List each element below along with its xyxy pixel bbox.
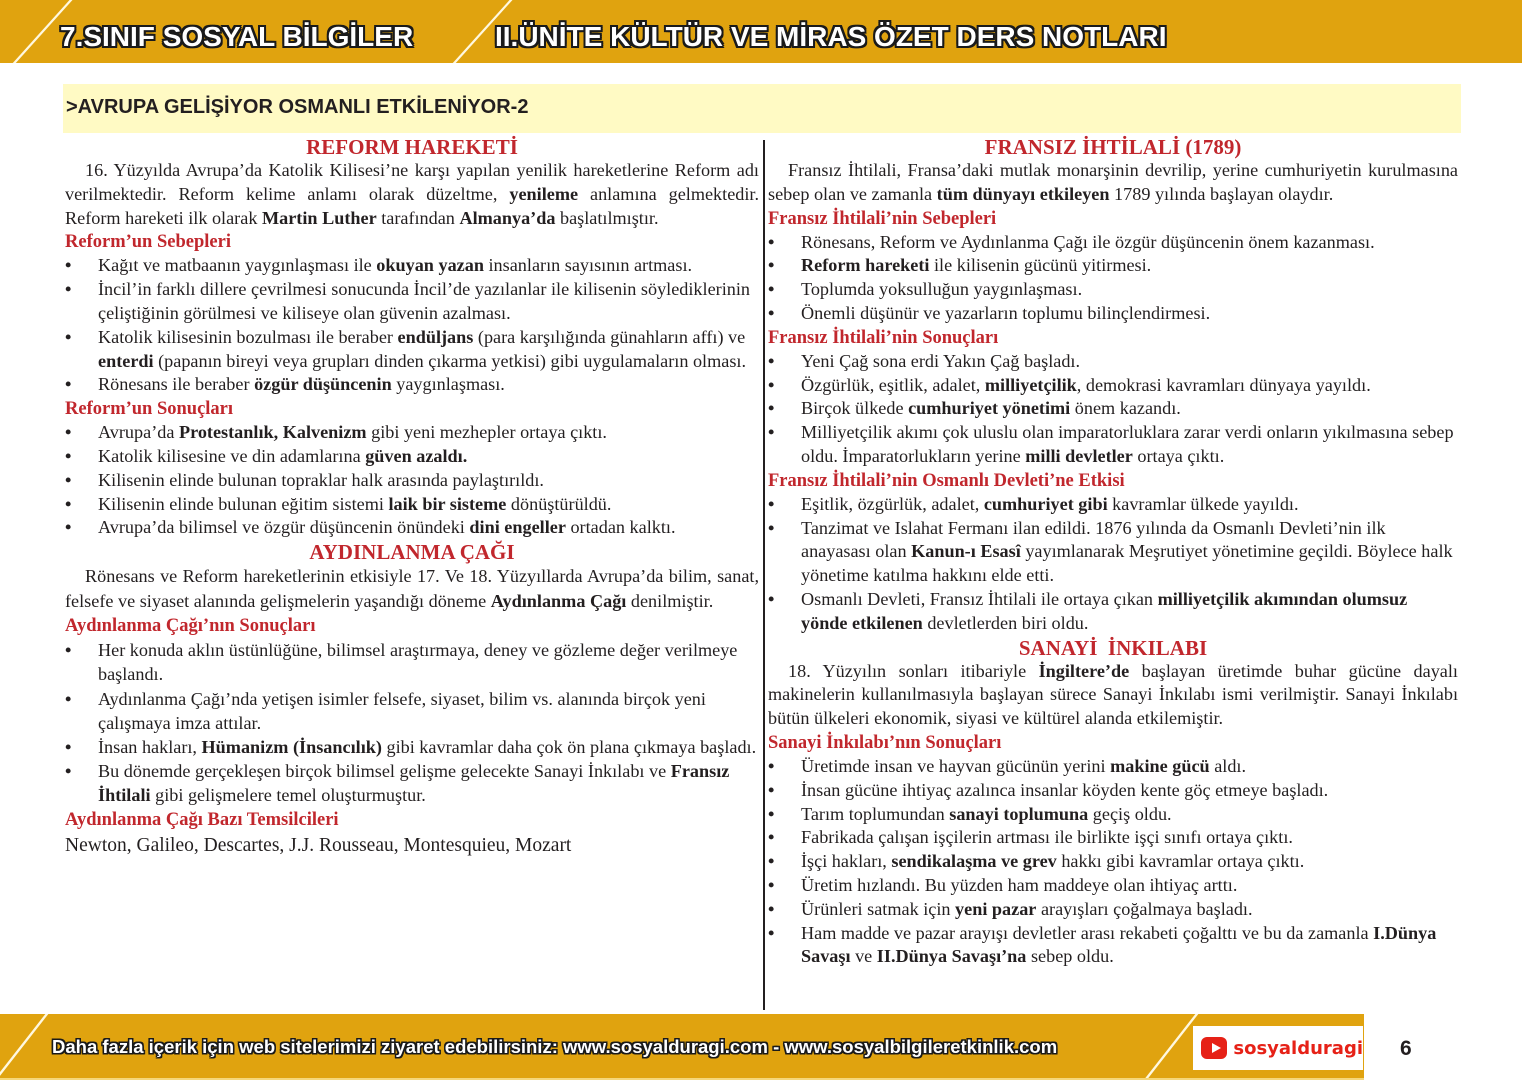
list-item: • Üretimde insan ve hayvan gücünün yerini makine gücü aldı. bbox=[768, 755, 1458, 779]
enlightenment-results-heading: Aydınlanma Çağı’nın Sonuçları bbox=[65, 616, 316, 637]
bold-term: Fransız İhtilali bbox=[98, 761, 730, 806]
list-item: • Birçok ülkede cumhuriyet yönetimi önem kazandı. bbox=[768, 397, 1458, 421]
bold-term: Reform hareketi bbox=[801, 255, 930, 276]
list-item: • Milliyetçilik akımı çok uluslu olan imparatorluklara zarar verdi onların yıkılmasına sebep oldu. İmparatorlukların yerine milli devletler ortaya çıktı. bbox=[768, 421, 1458, 469]
list-item: • Ham madde ve pazar arayışı devletler arası rekabeti çoğalttı ve bu da zamanla I.Dünya Savaşı ve II.Dünya Savaşı’na sebep oldu. bbox=[768, 922, 1458, 970]
header-band bbox=[0, 0, 1522, 63]
bold-term: sanayi toplumuna bbox=[949, 803, 1089, 824]
bold-term: cumhuriyet yönetimi bbox=[908, 398, 1071, 419]
bold-term: tüm dünyayı etkileyen bbox=[936, 183, 1110, 204]
bold-term: yeni pazar bbox=[955, 898, 1037, 919]
list-item: • İnsan gücüne ihtiyaç azalınca insanlar köyden kente göç etmeye başladı. bbox=[768, 779, 1458, 803]
industrial-revolution-heading: SANAYİ İNKILABI bbox=[1018, 635, 1208, 660]
page-number: 6 bbox=[1400, 1037, 1412, 1060]
bold-term: milli devletler bbox=[1025, 445, 1133, 466]
industrial-results-list bbox=[768, 755, 1458, 969]
list-item: • Avrupa’da Protestanlık, Kalvenizm gibi yeni mezhepler ortaya çıktı. bbox=[65, 421, 759, 445]
enlightenment-reps: Newton, Galileo, Descartes, J.J. Rousseau, Montesquieu, Mozart bbox=[65, 834, 572, 856]
bold-term: Almanya’da bbox=[459, 207, 556, 228]
list-item: • Avrupa’da bilimsel ve özgür düşüncenin önündeki dini engeller ortadan kalktı. bbox=[65, 516, 759, 540]
bold-term: cumhuriyet gibi bbox=[983, 493, 1108, 514]
enlightenment-intro: Rönesans ve Reform hareketlerinin etkisiyle 17. Ve 18. Yüzyıllarda Avrupa’da bilim, sanat, felsefe ve siyaset alanında gelişmelerin yaşandığı döneme Aydınlanma Çağı denilmiştir. bbox=[65, 566, 759, 612]
list-item: • Rönesans ile beraber özgür düşüncenin yaygınlaşması. bbox=[65, 373, 759, 397]
reform-heading: REFORM HAREKETİ bbox=[306, 135, 518, 159]
french-revolution-intro: Fransız İhtilali, Fransa’daki mutlak monarşinin devrilip, yerine cumhuriyetin kurulmasına sebep olan ve zamanla tüm dünyayı etkileyen 1789 yılında başlayan olaydır. bbox=[768, 160, 1458, 204]
list-item: • Aydınlanma Çağı’nda yetişen isimler felsefe, siyaset, bilim vs. alanında birçok yeni çalışmaya imza attılar. bbox=[65, 687, 759, 735]
bold-term: yenileme bbox=[509, 183, 579, 204]
youtube-play-icon bbox=[1201, 1037, 1227, 1059]
french-causes-list bbox=[768, 231, 1458, 326]
section-banner bbox=[63, 84, 1461, 133]
bold-term: II.Dünya Savaşı’na bbox=[876, 946, 1027, 967]
bold-term: dini engeller bbox=[469, 517, 566, 538]
list-item: • Osmanlı Devleti, Fransız İhtilali ile ortaya çıkan milliyetçilik akımından olumsuz yönde etkilenen devletlerden biri oldu. bbox=[768, 588, 1458, 636]
list-item: • Katolik kilisesinin bozulması ile beraber endüljans (para karşılığında günahların affı) ve enterdi (papanın bireyi veya grupları dinden çıkarma yetkisi) gibi uygulamaların olması. bbox=[65, 326, 759, 374]
bold-term: Martin Luther bbox=[261, 207, 377, 228]
list-item: • İncil’in farklı dillere çevrilmesi sonucunda İncil’de yazılanlar ile kilisenin söylediklerinin çeliştiğinin görülmesi ve kiliseye olan güvenin azalması. bbox=[65, 278, 759, 326]
bold-term: özgür düşüncenin bbox=[254, 374, 392, 395]
list-item: • İşçi hakları, sendikalaşma ve grev hakkı gibi kavramlar ortaya çıktı. bbox=[768, 850, 1458, 874]
french-ottoman-list bbox=[768, 493, 1458, 636]
bold-term: milliyetçilik akımından olumsuz yönde etkilenen bbox=[801, 588, 1408, 633]
list-item: • Eşitlik, özgürlük, adalet, cumhuriyet gibi kavramlar ülkede yayıldı. bbox=[768, 493, 1458, 517]
list-item: • Tanzimat ve Islahat Fermanı ilan edildi. 1876 yılında da Osmanlı Devleti’nin ilk anayasası olan Kanun-ı Esasî yayımlanarak Meşrutiyet yönetimine geçildi. Böylece halk yönetime katılma hakkını elde etti. bbox=[768, 517, 1458, 588]
column-divider bbox=[763, 140, 765, 1010]
reform-intro: 16. Yüzyılda Avrupa’da Katolik Kilisesi’ne karşı yapılan yenilik hareketlerine Reform adı verilmektedir. Reform kelime anlamı olarak düzeltme, yenileme anlamına gelmektedir. Reform hareketi ilk olarak Martin Luther tarafından Almanya’da başlatılmıştır. bbox=[65, 160, 760, 228]
list-item: • Her konuda aklın üstünlüğüne, bilimsel araştırmaya, deney ve gözleme değer verilmeye başlandı. bbox=[65, 638, 759, 686]
enlightenment-reps-heading: Aydınlanma Çağı Bazı Temsilcileri bbox=[65, 809, 339, 830]
subject-title: 7.SINIF SOSYAL BİLGİLER bbox=[60, 21, 414, 52]
list-item: • Kilisenin elinde bulunan topraklar halk arasında paylaştırıldı. bbox=[65, 469, 759, 493]
list-item: • Kağıt ve matbaanın yaygınlaşması ile okuyan yazan insanların sayısının artması. bbox=[65, 254, 759, 278]
french-results-heading: Fransız İhtilali’nin Sonuçları bbox=[768, 327, 999, 348]
bold-term: milliyetçilik bbox=[984, 374, 1077, 395]
reform-causes-list bbox=[65, 254, 759, 397]
bold-term: güven azaldı. bbox=[365, 445, 468, 466]
list-item: • İnsan hakları, Hümanizm (İnsancılık) gibi kavramlar daha çok ön plana çıkmaya başladı. bbox=[65, 735, 759, 759]
bold-term: enterdi bbox=[98, 350, 154, 371]
bold-term: I.Dünya Savaşı bbox=[801, 922, 1437, 967]
list-item: • Üretim hızlandı. Bu yüzden ham maddeye olan ihtiyaç arttı. bbox=[768, 874, 1458, 898]
bold-term: endüljans bbox=[397, 326, 474, 347]
list-item: • Önemli düşünür ve yazarların toplumu bilinçlendirmesi. bbox=[768, 302, 1458, 326]
french-revolution-heading: FRANSIZ İHTİLALİ (1789) bbox=[984, 135, 1242, 159]
bold-term: İngiltere’de bbox=[1038, 660, 1130, 681]
enlightenment-heading: AYDINLANMA ÇAĞI bbox=[309, 540, 515, 565]
list-item: • Tarım toplumundan sanayi toplumuna geçiş oldu. bbox=[768, 803, 1458, 827]
reform-results-heading: Reform’un Sonuçları bbox=[65, 399, 234, 420]
right-column bbox=[768, 135, 1458, 969]
footer-message[interactable]: Daha fazla içerik için web sitelerimizi ziyaret edebilirsiniz: www.sosyalduragi.com - www.sosyalbilgileretkinlik.com bbox=[52, 1036, 1058, 1057]
bold-term: sendikalaşma ve grev bbox=[891, 851, 1057, 872]
list-item: • Kilisenin elinde bulunan eğitim sistemi laik bir sisteme dönüştürüldü. bbox=[65, 493, 759, 517]
list-item: • Rönesans, Reform ve Aydınlanma Çağı ile özgür düşüncenin önem kazanması. bbox=[768, 231, 1458, 255]
section-title: >AVRUPA GELİŞİYOR OSMANLI ETKİLENİYOR-2 bbox=[66, 96, 529, 118]
french-ottoman-heading: Fransız İhtilali’nin Osmanlı Devleti’ne Etkisi bbox=[768, 470, 1125, 491]
list-item: • Bu dönemde gerçekleşen birçok bilimsel gelişme gelecekte Sanayi İnkılabı ve Fransız İhtilali gibi gelişmelere temel oluşturmuştur. bbox=[65, 759, 759, 807]
left-column bbox=[65, 135, 759, 860]
footer-slash-left bbox=[0, 1014, 56, 1078]
bold-term: Hümanizm (İnsancılık) bbox=[201, 736, 382, 757]
reform-results-list bbox=[65, 421, 759, 540]
list-item: • Katolik kilisesine ve din adamlarına güven azaldı. bbox=[65, 445, 759, 469]
list-item: • Reform hareketi ile kilisenin gücünü yitirmesi. bbox=[768, 254, 1458, 278]
footer-band bbox=[0, 1014, 1364, 1078]
industrial-revolution-intro: 18. Yüzyılın sonları itibariyle İngiltere’de başlayan üretimde buhar gücüne dayalı makinelerin kullanılmasıyla başlayan sürece Sanayi İnkılabı ismi verilmiştir. Sanayi İnkılabı bütün ülkeleri ekonomik, siyasi ve kültürel alanda etkilemiştir. bbox=[768, 660, 1458, 729]
bold-term: makine gücü bbox=[1110, 755, 1210, 776]
reform-causes-heading: Reform’un Sebepleri bbox=[65, 232, 231, 253]
youtube-channel-name: sosyalduragi bbox=[1233, 1037, 1363, 1059]
french-causes-heading: Fransız İhtilali’nin Sebepleri bbox=[768, 208, 997, 229]
unit-title: II.ÜNİTE KÜLTÜR VE MİRAS ÖZET DERS NOTLARI bbox=[495, 21, 1167, 52]
industrial-results-heading: Sanayi İnkılabı’nın Sonuçları bbox=[768, 732, 1002, 753]
list-item: • Özgürlük, eşitlik, adalet, milliyetçilik, demokrasi kavramları dünyaya yayıldı. bbox=[768, 374, 1458, 398]
bold-term: Kanun-ı Esasî bbox=[911, 541, 1021, 562]
bold-term: laik bir sisteme bbox=[388, 493, 507, 514]
bold-term: okuyan yazan bbox=[376, 255, 484, 276]
list-item: • Ürünleri satmak için yeni pazar arayışları çoğalmaya başladı. bbox=[768, 898, 1458, 922]
french-results-list bbox=[768, 350, 1458, 469]
youtube-channel-badge[interactable] bbox=[1193, 1026, 1363, 1070]
bold-term: Aydınlanma Çağı bbox=[490, 591, 627, 612]
bold-term: Protestanlık, Kalvenizm bbox=[178, 422, 367, 443]
list-item: • Fabrikada çalışan işçilerin artması ile birlikte işçi sınıfı ortaya çıktı. bbox=[768, 826, 1458, 850]
list-item: • Yeni Çağ sona erdi Yakın Çağ başladı. bbox=[768, 350, 1458, 374]
enlightenment-results-list bbox=[65, 638, 759, 807]
list-item: • Toplumda yoksulluğun yaygınlaşması. bbox=[768, 278, 1458, 302]
